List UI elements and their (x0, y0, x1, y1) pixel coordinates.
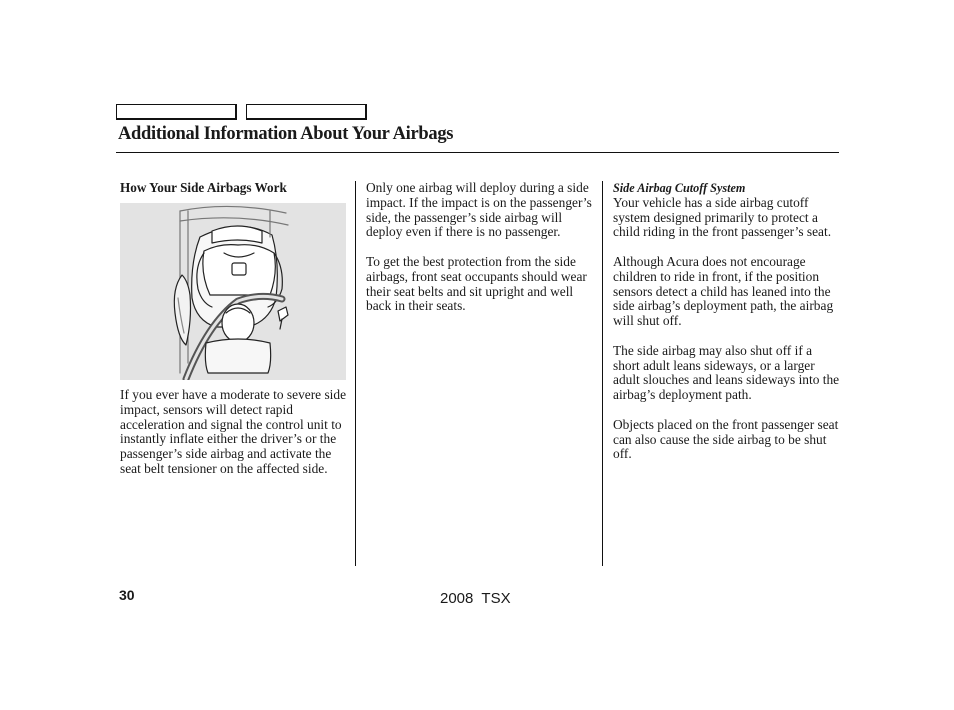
middle-paragraph-2: To get the best protection from the side airbags, front seat occupants should wear their seat belts and sit upright and well back in their seats. (366, 253, 587, 314)
left-column (120, 181, 348, 196)
right-paragraph-4: Objects placed on the front passenger seat can also cause the side airbag to be shut off. (613, 416, 839, 462)
page-title: Additional Information About Your Airbags (118, 124, 454, 144)
title-divider (116, 152, 839, 153)
left-column-paragraph: If you ever have a moderate to severe side impact, sensors will detect rapid acceleration and signal the control unit to instantly inflate either the driver’s or the passenger’s side airbag and activate the seat belt tensioner on the affected side. (120, 387, 347, 476)
nav-tab-box-2[interactable] (246, 104, 367, 120)
page-number: 30 (119, 587, 135, 603)
right-paragraph-2: Although Acura does not encourage children to ride in front, if the position sensors detect a child has leaned into the side airbag’s deployment path, the airbag will shut off. (613, 253, 834, 329)
nav-tab-box-1[interactable] (116, 104, 237, 120)
right-paragraph-1: Your vehicle has a side airbag cutoff system designed primarily to protect a child riding in the front passenger’s seat. (613, 194, 832, 240)
right-paragraph-3: The side airbag may also shut off if a short adult leans sideways, or a larger adult slouches and leans sideways into the airbag’s deployment path. (613, 342, 840, 403)
right-column (613, 181, 841, 477)
middle-column (366, 181, 592, 329)
side-airbag-illustration-icon (120, 203, 346, 380)
section-heading: How Your Side Airbags Work (120, 180, 287, 195)
middle-paragraph-1: Only one airbag will deploy during a side impact. If the impact is on the passenger’s side, the passenger’s side airbag will deploy even if there is no passenger. (366, 180, 592, 240)
subheading: Side Airbag Cutoff System (613, 181, 746, 195)
column-divider-2 (602, 181, 603, 566)
footer-model-label: 2008 TSX (440, 590, 511, 607)
column-divider-1 (355, 181, 356, 566)
